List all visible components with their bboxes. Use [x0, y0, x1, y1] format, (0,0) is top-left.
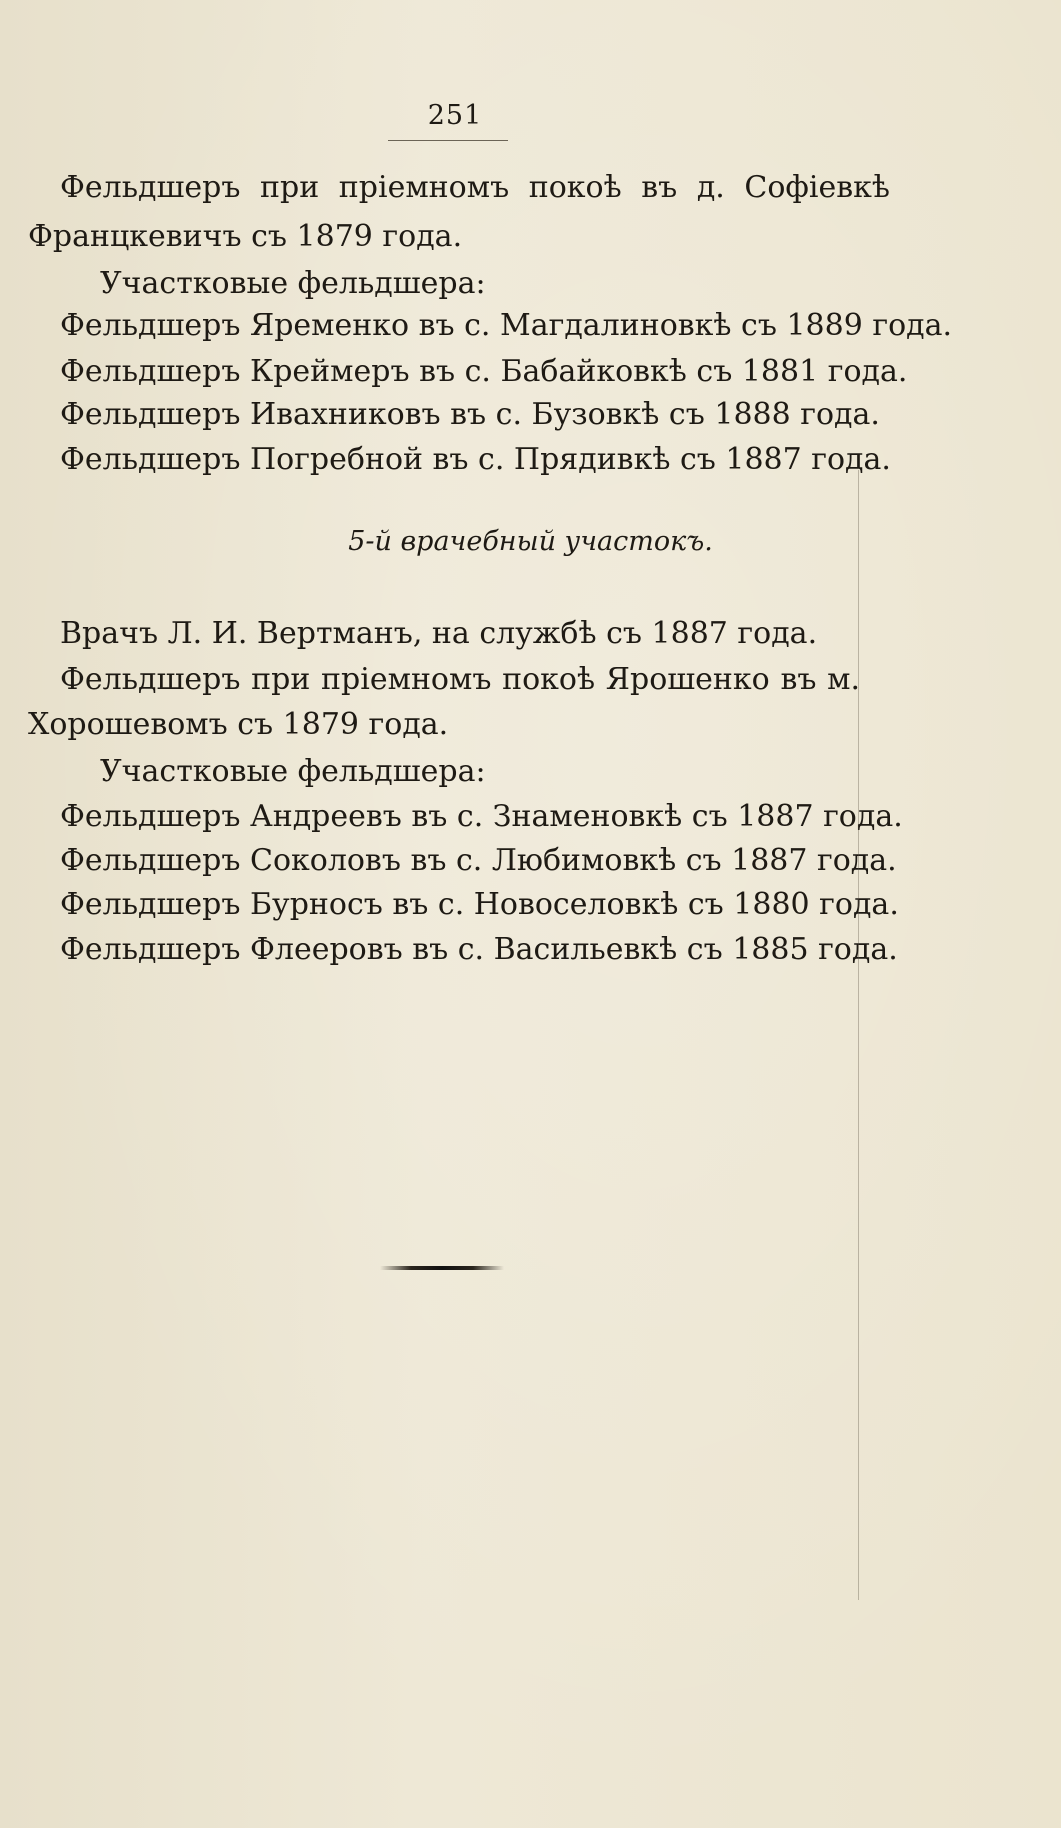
page-number: 251 [427, 100, 483, 131]
text-line-6: Фельдшеръ Ивахниковъ въ с. Бузовкѣ съ 1888 года. [60, 397, 880, 432]
text-line-2: Францкевичъ съ 1879 года. [28, 219, 463, 254]
text-line-7: Фельдшеръ Погребной въ с. Прядивкѣ съ 1887 года. [60, 442, 891, 477]
section-line-8: Фельдшеръ Флееровъ въ с. Васильевкѣ съ 1885 года. [60, 932, 898, 967]
section-line-2: Фельдшеръ при пріемномъ покоѣ Ярошенко въ м. [60, 662, 860, 697]
text-line-4: Фельдшеръ Яременко въ с. Магдалиновкѣ съ 1889 года. [60, 308, 953, 343]
text-line-3: Участковые фельдшера: [100, 266, 486, 301]
section-line-4: Участковые фельдшера: [100, 754, 486, 789]
section-line-6: Фельдшеръ Соколовъ въ с. Любимовкѣ съ 1887 года. [60, 843, 897, 878]
page-number-rule [388, 140, 508, 141]
section-line-1: Врачъ Л. И. Вертманъ, на службѣ съ 1887 года. [60, 616, 818, 651]
section-line-3: Хорошевомъ съ 1879 года. [28, 707, 449, 742]
section-line-7: Фельдшеръ Бурносъ въ с. Новоселовкѣ съ 1880 года. [60, 887, 899, 922]
section-line-5: Фельдшеръ Андреевъ въ с. Знаменовкѣ съ 1887 года. [60, 799, 903, 834]
section-heading: 5-й врачебный участокъ. [348, 526, 713, 557]
ornamental-rule [380, 1266, 504, 1270]
text-line-5: Фельдшеръ Креймеръ въ с. Бабайковкѣ съ 1881 года. [60, 354, 908, 389]
margin-rule [858, 470, 859, 1600]
text-line-1: Фельдшеръ при пріемномъ покоѣ въ д. Софіевкѣ [60, 170, 890, 205]
